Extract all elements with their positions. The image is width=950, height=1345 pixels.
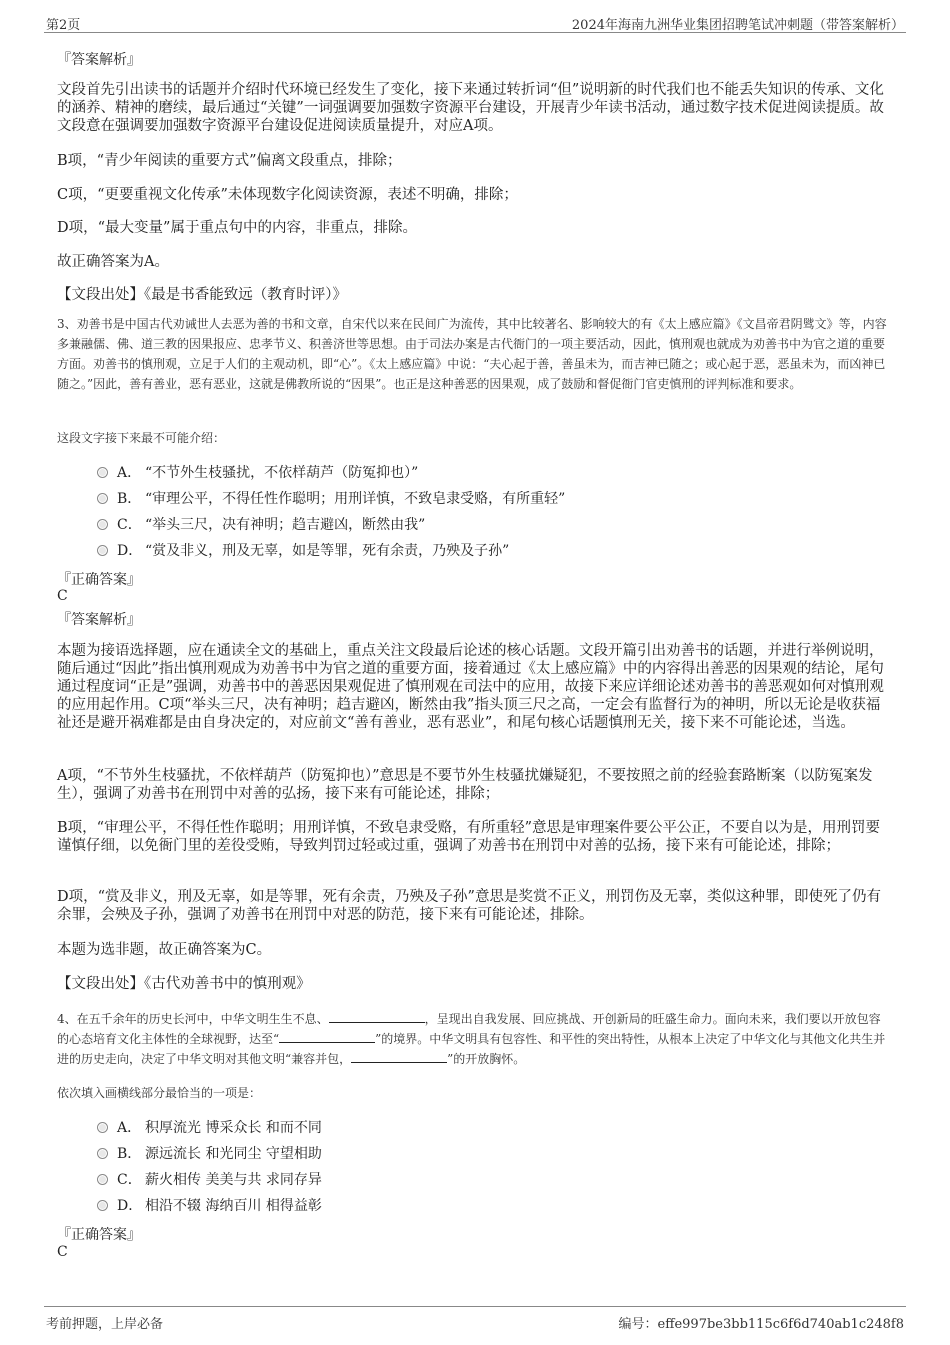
answer-label: 『正确答案』 <box>57 1227 141 1243</box>
option-letter: B． <box>117 491 142 507</box>
analysis-paragraph: B项，“审理公平，不得任性作聪明；用刑详慎，不致皂隶受赂，有所重轻”意思是审理案件要公平公正，不要自以为是，用刑罚要谨慎仔细，以免衙门里的差役受贿，导致判罚过轻或过重，强调了劝善书在刑罚中对善的弘扬，接下来有可能论述，排除； <box>57 820 880 854</box>
document-title: 2024年海南九洲华业集团招聘笔试冲刺题（带答案解析） <box>571 18 904 33</box>
radio-icon[interactable] <box>97 1122 108 1133</box>
analysis-paragraph: D项，“赏及非义，刑及无辜，如是等罪，死有余责，乃殃及子孙”意思是奖赏不正义，刑罚伤及无辜，类似这种罪，即使死了仍有余罪，会殃及子孙，强调了劝善书在刑罚中对恶的防范，接下来有可能论述，排除。 <box>57 889 881 923</box>
analysis-label: 『答案解析』 <box>57 52 141 68</box>
analysis-paragraph: 文段首先引出读书的话题并介绍时代环境已经发生了变化，接下来通过转折词“但”说明新的时代我们也不能丢失知识的传承、文化的涵养、精神的磨续，最后通过“关键”一词强调要加强数字资源平台建设，开展青少年读书活动，通过数字技术促进阅读提质。故文段意在强调要加强数字资源平台建设促进阅读质量提升，对应A项。 <box>57 82 884 134</box>
radio-icon[interactable] <box>97 1174 108 1185</box>
option-b[interactable] <box>97 1143 322 1163</box>
source-citation: 【文段出处】《古代劝善书中的慎刑观》 <box>57 976 311 992</box>
option-text: “不节外生枝骚扰，不依样葫芦（防冤抑也）” <box>145 465 419 481</box>
page-header <box>44 14 906 34</box>
answer-label: 『正确答案』 <box>57 572 141 588</box>
analysis-paragraph: D项，“最大变量”属于重点句中的内容，非重点，排除。 <box>57 220 417 236</box>
option-text: 积厚流光 博采众长 和而不同 <box>145 1120 322 1136</box>
source-citation: 【文段出处】《最是书香能致远（教育时评）》 <box>57 287 347 303</box>
stem-text: ”的境界。中华文明具有包容性、和平性的突出特性，从根本上决定了中华文化与其他文化共生并进的历史走向，决定了中华文明对其他文明“兼容并包， <box>57 1032 886 1066</box>
question-prompt: 依次填入画横线部分最恰当的一项是： <box>57 1086 262 1100</box>
option-letter: D． <box>117 543 143 559</box>
document-id: 编号：effe997be3bb115c6f6d740ab1c248f8 <box>618 1317 904 1332</box>
page-number: 第2页 <box>46 18 81 33</box>
option-text: 相沿不辍 海纳百川 相得益彰 <box>145 1198 322 1214</box>
option-text: “审理公平，不得任性作聪明；用刑详慎，不致皂隶受赂，有所重轻” <box>145 491 566 507</box>
radio-icon[interactable] <box>97 519 108 530</box>
analysis-label: 『答案解析』 <box>57 612 141 628</box>
stem-text: 4、在五千余年的历史长河中，中华文明生生不息、 <box>57 1012 329 1026</box>
option-letter: D． <box>117 1198 143 1214</box>
analysis-paragraph: 本题为接语选择题，应在通读全文的基础上，重点关注文段最后论述的核心话题。文段开篇引出劝善书的话题，并进行举例说明，随后通过“因此”指出慎刑观成为劝善书中为官之道的重要方面，接着通过《太上感应篇》中的内容得出善恶的因果观的结论，尾句通过程度词“正是”强调，劝善书中的善恶因果观促进了慎刑观在司法中的应用，故接下来应详细论述劝善书的善恶观如何对慎刑观的应用起作用。C项“举头三尺，决有神明；趋吉避凶，断然由我”指头顶三尺之高，一定会有监督行为的神明，所以无论是收获福祉还是避开祸难都是由自身决定的，对应前文“善有善业，恶有恶业”，和尾句核心话题慎刑无关，接下来不可能论述，当选。 <box>57 643 884 731</box>
option-text: “举头三尺，决有神明；趋吉避凶，断然由我” <box>145 517 426 533</box>
radio-icon[interactable] <box>97 545 108 556</box>
question-stem <box>57 1009 890 1069</box>
option-letter: A． <box>117 1120 142 1136</box>
radio-icon[interactable] <box>97 1148 108 1159</box>
option-c[interactable] <box>97 1169 322 1189</box>
question-prompt: 这段文字接下来最不可能介绍： <box>57 431 226 445</box>
footer-divider <box>44 1306 906 1307</box>
option-text: 源远流长 和光同尘 守望相助 <box>145 1146 322 1162</box>
correct-answer: C <box>57 1244 68 1260</box>
radio-icon[interactable] <box>97 1200 108 1211</box>
option-d[interactable] <box>97 540 509 560</box>
fill-blank-3 <box>351 1050 447 1063</box>
analysis-paragraph: C项，“更要重视文化传承”未体现数字化阅读资源，表述不明确，排除； <box>57 187 518 203</box>
analysis-paragraph: A项，“不节外生枝骚扰，不依样葫芦（防冤抑也）”意思是不要节外生枝骚扰嫌疑犯，不要按照之前的经验套路断案（以防冤案发生），强调了劝善书在刑罚中对善的弘扬，接下来有可能论述，排除； <box>57 768 873 802</box>
stem-text: ，呈现出自我发展、回应挑战、开创新局的旺盛生命力。面向未来，我们要以开放包容的心态培育文化主体性的全球视野，达至“ <box>57 1012 881 1046</box>
fill-blank-1 <box>329 1010 425 1023</box>
fill-blank-2 <box>279 1030 375 1043</box>
option-c[interactable] <box>97 514 425 534</box>
radio-icon[interactable] <box>97 467 108 478</box>
stem-text: ”的开放胸怀。 <box>447 1052 526 1066</box>
option-text: “赏及非义，刑及无辜，如是等罪，死有余责，乃殃及子孙” <box>145 543 510 559</box>
option-letter: A． <box>117 465 142 481</box>
option-d[interactable] <box>97 1195 322 1215</box>
question-stem: 3、劝善书是中国古代劝诫世人去恶为善的书和文章，自宋代以来在民间广为流传，其中比较著名、影响较大的有《太上感应篇》《文昌帝君阴骘文》等，内容多兼融儒、佛、道三教的因果报应、忠孝节义、积善济世等思想。由于司法办案是古代衙门的一项主要活动，因此，慎刑观也就成为劝善书中为官之道的重要方面。劝善书的慎刑观，立足于人们的主观动机，即“心”。《太上感应篇》中说：“夫心起于善，善虽未为，而吉神已随之；或心起于恶，恶虽未为，而凶神已随之。”因此，善有善业，恶有恶业，这就是佛教所说的“因果”。也正是这种善恶的因果观，成了鼓励和督促衙门官吏慎刑的评判标准和要求。 <box>57 317 887 391</box>
footer-slogan: 考前押题，上岸必备 <box>46 1317 164 1332</box>
analysis-conclusion: 故正确答案为A。 <box>57 254 169 270</box>
analysis-conclusion: 本题为选非题，故正确答案为C。 <box>57 942 272 958</box>
option-text: 薪火相传 美美与共 求同存异 <box>145 1172 322 1188</box>
radio-icon[interactable] <box>97 493 108 504</box>
option-b[interactable] <box>97 488 565 508</box>
option-a[interactable] <box>97 1117 322 1137</box>
option-letter: C． <box>117 1172 142 1188</box>
option-letter: C． <box>117 517 142 533</box>
header-divider <box>44 32 906 33</box>
option-letter: B． <box>117 1146 142 1162</box>
correct-answer: C <box>57 588 68 604</box>
analysis-paragraph: B项，“青少年阅读的重要方式”偏离文段重点，排除； <box>57 153 402 169</box>
option-a[interactable] <box>97 462 418 482</box>
